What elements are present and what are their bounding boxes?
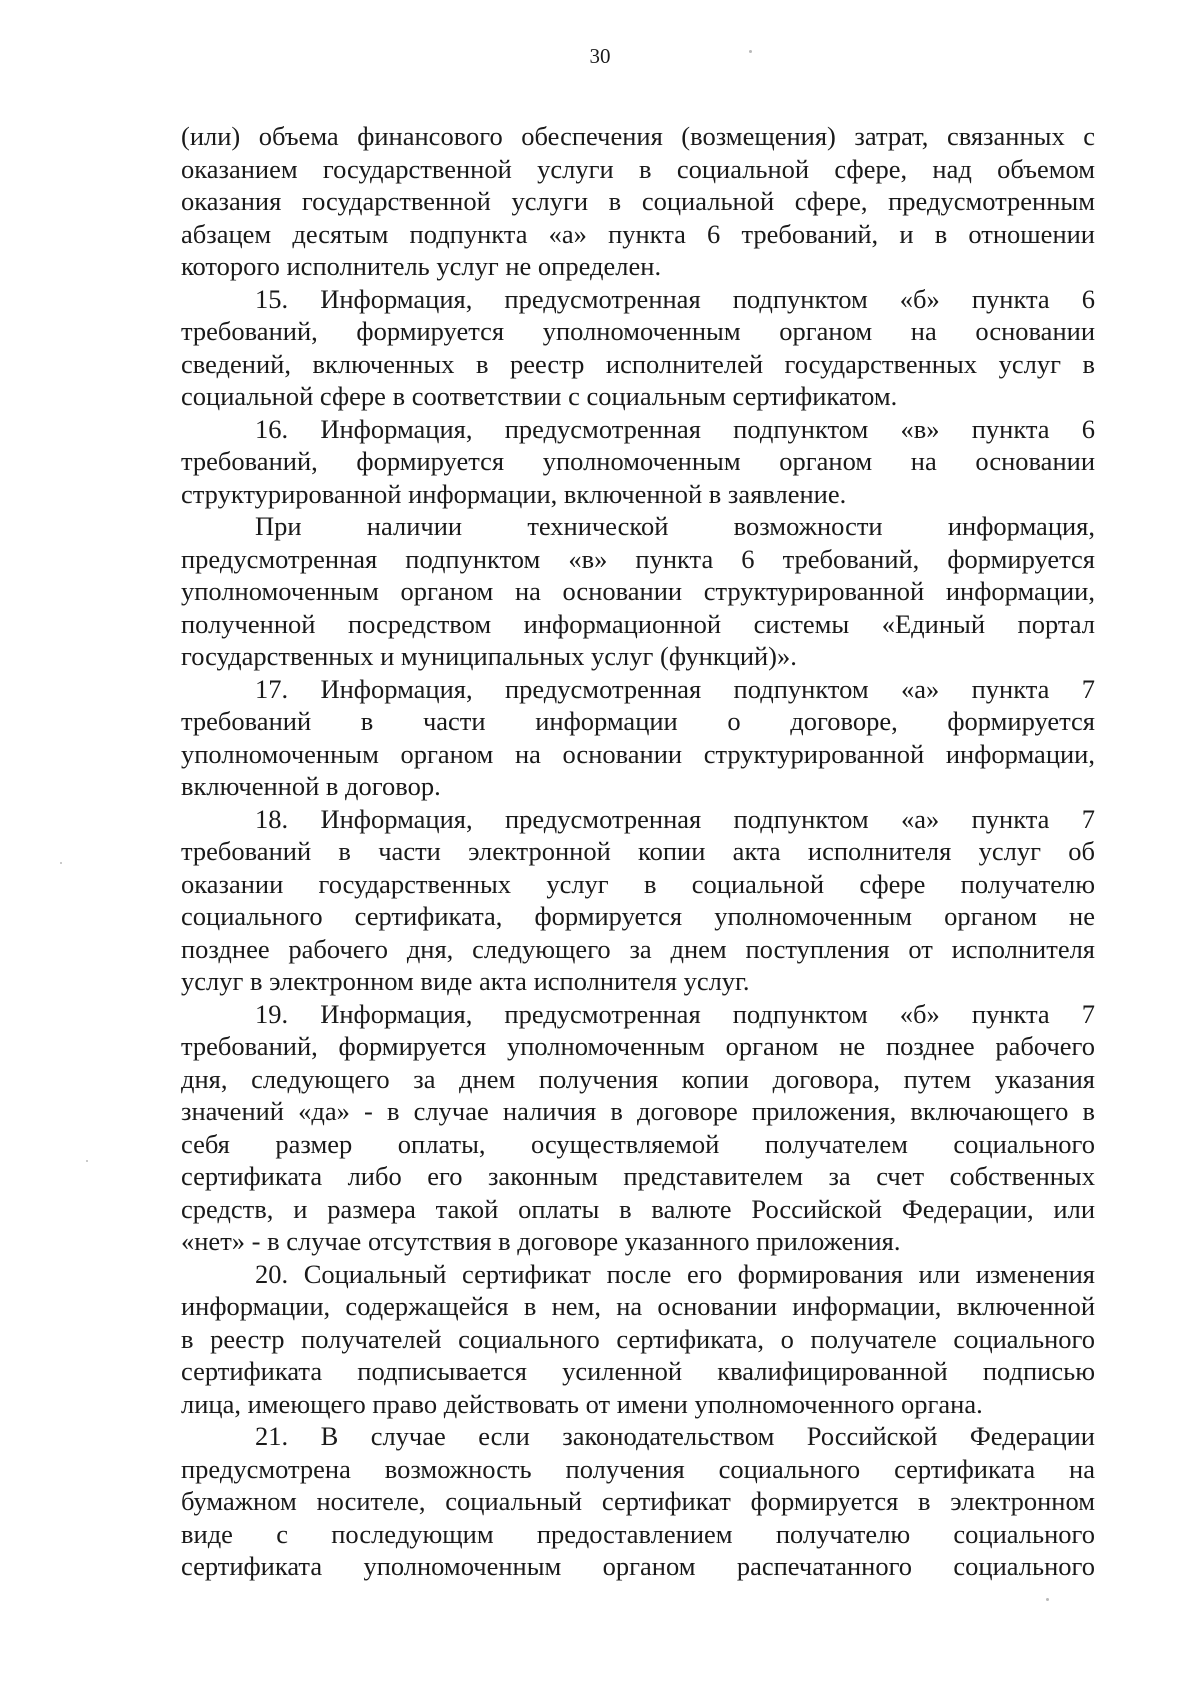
text-line: сертификата уполномоченным органом распечатанного социального <box>181 1551 1095 1581</box>
scan-speck <box>749 50 752 53</box>
text-line: требований, формируется уполномоченным органом на основании <box>181 316 1095 346</box>
text-line: «нет» - в случае отсутствия в договоре указанного приложения. <box>181 1226 901 1256</box>
page-number: 30 <box>589 44 611 68</box>
text-line: требований, формируется уполномоченным органом на основании <box>181 446 1095 476</box>
scan-speck <box>1046 1598 1049 1601</box>
text-line: социального сертификата, формируется уполномоченным органом не <box>181 901 1095 931</box>
text-line: требований в части электронной копии акта исполнителя услуг об <box>181 836 1095 866</box>
text-line: себя размер оплаты, осуществляемой получателем социального <box>181 1128 1095 1159</box>
text-line: 16. Информация, предусмотренная подпунктом «в» пункта 6 <box>255 413 1095 444</box>
text-line: абзацем десятым подпункта «а» пункта 6 требований, и в отношении <box>181 218 1095 249</box>
text-line: социальной сфере в соответствии с социальным сертификатом. <box>181 381 898 411</box>
text-line: позднее рабочего дня, следующего за днем поступления от исполнителя <box>181 933 1095 964</box>
text-line: При наличии технической возможности информация, <box>255 511 1095 541</box>
text-line: полученной посредством информационной системы «Единый портал <box>181 608 1095 639</box>
paragraph-item-19 <box>181 998 1095 1258</box>
text-line: оказания государственной услуги в социальной сфере, предусмотренным <box>181 186 1095 216</box>
paragraph-item-15 <box>181 283 1095 413</box>
text-line: государственных и муниципальных услуг (функций)». <box>181 641 797 671</box>
text-line: 21. В случае если законодательством Российской Федерации <box>255 1421 1095 1451</box>
text-line: 17. Информация, предусмотренная подпунктом «а» пункта 7 <box>255 673 1095 704</box>
text-line: которого исполнитель услуг не определен. <box>181 251 662 281</box>
text-line: дня, следующего за днем получения копии договора, путем указания <box>181 1063 1095 1094</box>
text-line: предусмотренная подпунктом «в» пункта 6 требований, формируется <box>181 543 1095 574</box>
scan-speck <box>60 862 62 864</box>
text-line: 19. Информация, предусмотренная подпунктом «б» пункта 7 <box>255 998 1095 1029</box>
text-line: 18. Информация, предусмотренная подпунктом «а» пункта 7 <box>255 803 1095 834</box>
paragraph-item-20 <box>181 1258 1095 1421</box>
text-line: предусмотрена возможность получения социального сертификата на <box>181 1453 1095 1484</box>
text-line: средств, и размера такой оплаты в валюте Российской Федерации, или <box>181 1193 1095 1224</box>
paragraph-item-21 <box>181 1420 1095 1583</box>
text-line: уполномоченным органом на основании структурированной информации, <box>181 738 1095 769</box>
text-line: лица, имеющего право действовать от имени уполномоченного органа. <box>181 1388 983 1419</box>
text-line: услуг в электронном виде акта исполнителя услуг. <box>181 966 750 996</box>
paragraph-item-18 <box>181 803 1095 998</box>
text-line: сертификата либо его законным представителем за счет собственных <box>181 1161 1095 1191</box>
text-line: оказанием государственной услуги в социальной сфере, над объемом <box>181 153 1095 184</box>
text-line: сведений, включенных в реестр исполнителей государственных услуг в <box>181 348 1095 379</box>
text-line: 20. Социальный сертификат после его формирования или изменения <box>255 1258 1095 1289</box>
paragraph-item-17 <box>181 673 1095 803</box>
paragraph-continuation <box>181 120 1095 283</box>
text-line: сертификата подписывается усиленной квалифицированной подписью <box>181 1356 1095 1386</box>
text-line: структурированной информации, включенной в заявление. <box>181 478 847 509</box>
text-line: виде с последующим предоставлением получателю социального <box>181 1518 1095 1549</box>
paragraph-item-16 <box>181 413 1095 511</box>
document-body <box>181 120 1095 1583</box>
text-line: оказании государственных услуг в социальной сфере получателю <box>181 868 1095 899</box>
text-line: требований, формируется уполномоченным органом не позднее рабочего <box>181 1031 1095 1061</box>
text-line: 15. Информация, предусмотренная подпунктом «б» пункта 6 <box>255 283 1095 314</box>
text-line: информации, содержащейся в нем, на основании информации, включенной <box>181 1291 1095 1321</box>
text-line: включенной в договор. <box>181 771 441 801</box>
paragraph-item-16-tech <box>181 510 1095 673</box>
text-line: в реестр получателей социального сертификата, о получателе социального <box>181 1323 1095 1354</box>
text-line: значений «да» - в случае наличия в договоре приложения, включающего в <box>181 1096 1095 1126</box>
scan-speck <box>86 1160 88 1162</box>
text-line: требований в части информации о договоре, формируется <box>181 706 1095 736</box>
text-line: уполномоченным органом на основании структурированной информации, <box>181 576 1095 606</box>
text-line: (или) объема финансового обеспечения (возмещения) затрат, связанных с <box>181 121 1095 151</box>
text-line: бумажном носителе, социальный сертификат формируется в электронном <box>181 1486 1095 1516</box>
